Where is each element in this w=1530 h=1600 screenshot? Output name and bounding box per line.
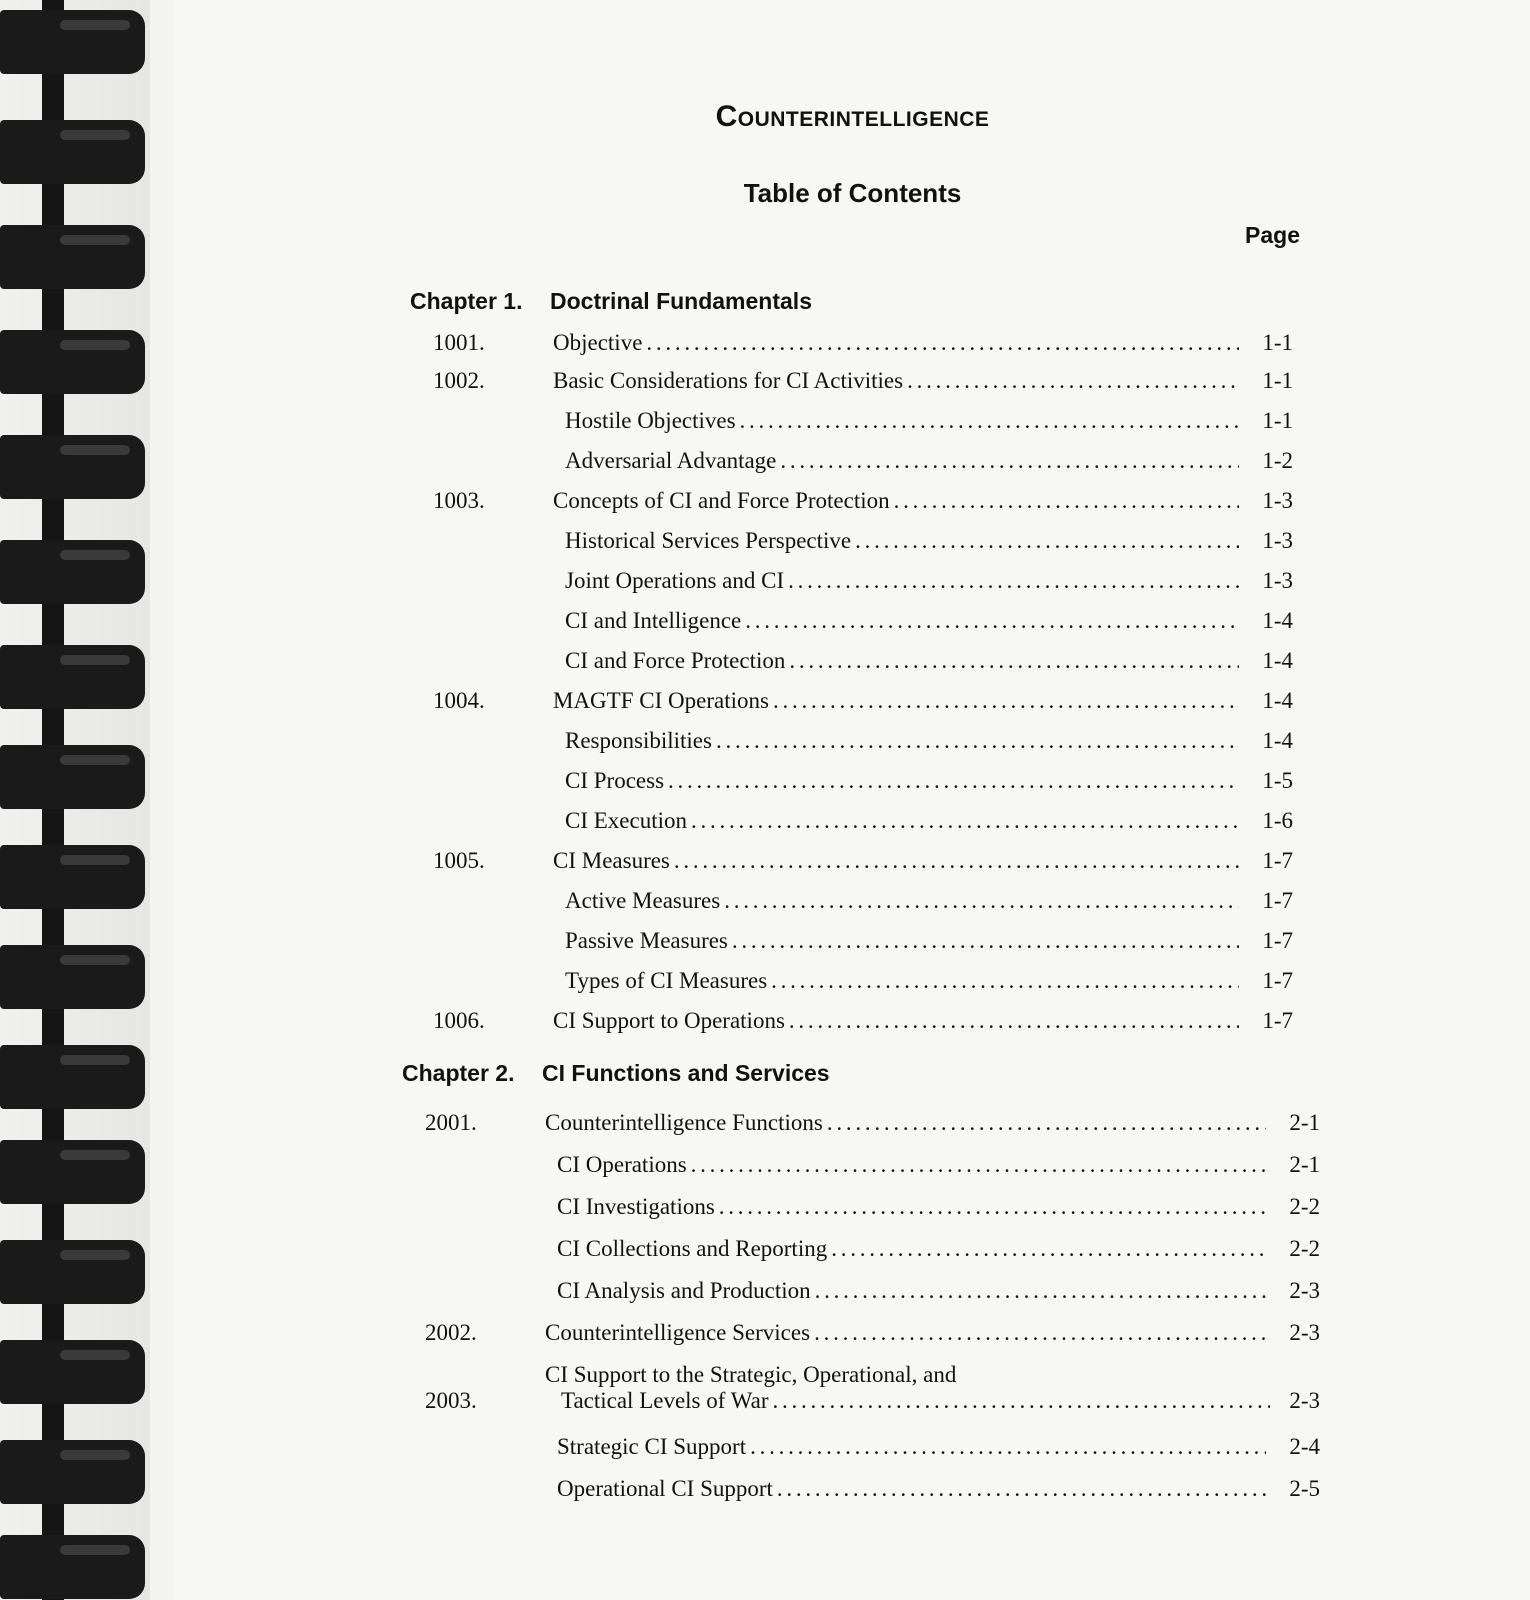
entry-title-wrap — [553, 728, 1243, 754]
toc-entry — [433, 488, 1293, 514]
chapter-title: CI Functions and Services — [542, 1060, 830, 1086]
entry-title-wrap — [545, 1236, 1270, 1262]
page-number: 1-1 — [1262, 368, 1293, 393]
page-number: 2-2 — [1289, 1236, 1320, 1261]
binding-coil — [0, 945, 145, 1009]
toc-entry — [433, 968, 1293, 994]
section-number: 1001. — [433, 330, 485, 355]
entry-title: Responsibilities — [565, 728, 712, 753]
page-number: 1-3 — [1262, 528, 1293, 553]
page-number: 1-1 — [1262, 408, 1293, 433]
chapter-heading-2 — [402, 1060, 1302, 1087]
entry-title: Joint Operations and CI — [565, 568, 785, 593]
page-number: 2-1 — [1289, 1110, 1320, 1135]
entry-title: CI Collections and Reporting — [557, 1236, 828, 1261]
page-number: 1-2 — [1262, 448, 1293, 473]
binding-coil — [0, 435, 145, 499]
chapter-heading-1 — [410, 288, 1310, 315]
dot-leader — [907, 368, 1239, 394]
dot-leader — [780, 448, 1239, 474]
toc-entry — [425, 1278, 1320, 1304]
dot-leader — [894, 488, 1239, 514]
entry-title: Adversarial Advantage — [565, 448, 777, 473]
entry-title: Counterintelligence Services — [545, 1320, 811, 1345]
toc-entry — [433, 330, 1293, 356]
entry-title-wrap — [553, 608, 1243, 634]
binding-coil — [0, 1440, 145, 1504]
entry-title-wrap — [545, 1434, 1270, 1460]
toc-entry — [425, 1434, 1320, 1460]
dot-leader — [716, 728, 1239, 754]
dot-leader — [740, 408, 1239, 434]
toc-entry — [433, 608, 1293, 634]
dot-leader — [750, 1434, 1266, 1460]
binding-coil — [0, 120, 145, 184]
entry-title-block — [545, 1362, 1270, 1414]
entry-title: Types of CI Measures — [565, 968, 768, 993]
toc-entry — [433, 928, 1293, 954]
toc-entry — [433, 688, 1293, 714]
entry-title-wrap — [553, 888, 1243, 914]
entry-title-wrap — [553, 368, 1243, 394]
entry-title: Concepts of CI and Force Protection — [553, 488, 890, 513]
dot-leader — [724, 888, 1239, 914]
entry-title-wrap — [545, 1362, 1270, 1414]
entry-title: Basic Considerations for CI Activities — [553, 368, 904, 393]
toc-entry — [433, 568, 1293, 594]
page-number: 1-4 — [1262, 608, 1293, 633]
page-number: 1-7 — [1262, 888, 1293, 913]
page-number: 2-3 — [1289, 1278, 1320, 1303]
document-title: Counterintelligence — [715, 100, 990, 133]
entry-title: Strategic CI Support — [557, 1434, 747, 1459]
dot-leader — [814, 1320, 1266, 1346]
entry-title: Operational CI Support — [557, 1476, 773, 1501]
dot-leader — [771, 968, 1239, 994]
entry-title-wrap — [545, 1194, 1270, 1220]
entry-title: CI and Force Protection — [565, 648, 786, 673]
page-number: 1-4 — [1262, 648, 1293, 673]
toc-entry — [433, 728, 1293, 754]
section-number: 2003. — [425, 1388, 477, 1413]
page-number: 1-4 — [1262, 688, 1293, 713]
entry-title: CI Process — [565, 768, 665, 793]
entry-title-wrap — [553, 848, 1243, 874]
page-number: 1-5 — [1262, 768, 1293, 793]
page-number: 1-7 — [1262, 848, 1293, 873]
page-number: 2-4 — [1289, 1434, 1320, 1459]
entry-title-wrap — [553, 1008, 1243, 1034]
entry-title-wrap — [545, 1278, 1270, 1304]
page-number: 1-4 — [1262, 728, 1293, 753]
toc-entry — [425, 1152, 1320, 1178]
dot-leader — [773, 688, 1239, 714]
dot-leader — [745, 608, 1239, 634]
page-number: 1-6 — [1262, 808, 1293, 833]
page-number: 1-1 — [1262, 330, 1293, 355]
entry-title-wrap — [553, 648, 1243, 674]
toc-entry — [425, 1362, 1320, 1414]
page-number: 1-7 — [1262, 968, 1293, 993]
page-number: 1-3 — [1262, 488, 1293, 513]
toc-entry — [433, 808, 1293, 834]
entry-title-wrap — [553, 808, 1243, 834]
dot-leader — [668, 768, 1239, 794]
page-number: 1-7 — [1262, 1008, 1293, 1033]
toc-entry — [425, 1476, 1320, 1502]
binding-coil — [0, 1045, 145, 1109]
dot-leader — [827, 1110, 1266, 1136]
dot-leader — [772, 1388, 1270, 1414]
entry-title-wrap — [553, 528, 1243, 554]
toc-entry — [425, 1320, 1320, 1346]
entry-title-continued: Tactical Levels of War — [561, 1388, 769, 1413]
entry-title: Counterintelligence Functions — [545, 1110, 823, 1135]
page-number: 2-1 — [1289, 1152, 1320, 1177]
page-number: 2-5 — [1289, 1476, 1320, 1501]
page-column-header: Page — [1245, 222, 1300, 248]
binding-coil — [0, 1140, 145, 1204]
entry-title-line2 — [545, 1388, 1270, 1414]
toc-entry — [433, 368, 1293, 394]
chapter-title: Doctrinal Fundamentals — [550, 288, 812, 314]
entry-title-wrap — [553, 968, 1243, 994]
dot-leader — [719, 1194, 1266, 1220]
binding-coil — [0, 1340, 145, 1404]
binding-coil — [0, 745, 145, 809]
binding-coil — [0, 1535, 145, 1599]
page-number: 2-2 — [1289, 1194, 1320, 1219]
entry-title: Passive Measures — [565, 928, 728, 953]
entry-title-wrap — [545, 1110, 1270, 1136]
dot-leader — [674, 848, 1239, 874]
section-number: 1005. — [433, 848, 485, 873]
binding-coil — [0, 540, 145, 604]
entry-title: CI Measures — [553, 848, 670, 873]
toc-entry — [433, 528, 1293, 554]
toc-entry — [425, 1236, 1320, 1262]
entry-title-wrap — [553, 768, 1243, 794]
toc-entry — [433, 1008, 1293, 1034]
toc-entry — [433, 848, 1293, 874]
page-number: 1-3 — [1262, 568, 1293, 593]
toc-entry — [425, 1110, 1320, 1136]
entry-title: CI and Intelligence — [565, 608, 742, 633]
entry-title: MAGTF CI Operations — [553, 688, 769, 713]
binding-coil — [0, 845, 145, 909]
document-page — [175, 0, 1530, 1600]
binding-coil — [0, 645, 145, 709]
toc-entry — [433, 768, 1293, 794]
dot-leader — [788, 568, 1239, 594]
section-number: 1002. — [433, 368, 485, 393]
section-number: 2002. — [425, 1320, 477, 1345]
dot-leader — [691, 1152, 1266, 1178]
section-number: 2001. — [425, 1110, 477, 1135]
dot-leader — [789, 648, 1239, 674]
entry-title-wrap — [553, 928, 1243, 954]
entry-title: Hostile Objectives — [565, 408, 736, 433]
entry-title: CI Operations — [557, 1152, 687, 1177]
page-number: 2-3 — [1289, 1388, 1320, 1413]
entry-title: CI Support to Operations — [553, 1008, 785, 1033]
chapter-label: Chapter 1. — [410, 288, 523, 314]
entry-title: CI Execution — [565, 808, 687, 833]
toc-entry — [433, 408, 1293, 434]
binding-coil — [0, 10, 145, 74]
page-number: 2-3 — [1289, 1320, 1320, 1345]
entry-title: Active Measures — [565, 888, 721, 913]
binding-coil — [0, 330, 145, 394]
section-number: 1004. — [433, 688, 485, 713]
toc-entry — [433, 888, 1293, 914]
entry-title-wrap — [553, 330, 1243, 356]
chapter-label: Chapter 2. — [402, 1060, 515, 1086]
dot-leader — [691, 808, 1239, 834]
entry-title-wrap — [553, 448, 1243, 474]
dot-leader — [855, 528, 1239, 554]
entry-title: Objective — [553, 330, 643, 355]
spiral-binding — [0, 0, 150, 1600]
entry-title-wrap — [553, 688, 1243, 714]
entry-title-wrap — [545, 1152, 1270, 1178]
entry-title-wrap — [553, 408, 1243, 434]
page-number: 1-7 — [1262, 928, 1293, 953]
dot-leader — [831, 1236, 1266, 1262]
dot-leader — [646, 330, 1239, 356]
entry-title: Historical Services Perspective — [565, 528, 852, 553]
dot-leader — [789, 1008, 1239, 1034]
binding-coil — [0, 1240, 145, 1304]
dot-leader — [815, 1278, 1266, 1304]
toc-entry — [433, 648, 1293, 674]
entry-title: CI Support to the Strategic, Operational, and — [545, 1362, 957, 1387]
binding-coil — [0, 225, 145, 289]
section-number: 1003. — [433, 488, 485, 513]
dot-leader — [732, 928, 1239, 954]
entry-title: CI Analysis and Production — [557, 1278, 811, 1303]
entry-title-wrap — [545, 1476, 1270, 1502]
entry-title: CI Investigations — [557, 1194, 715, 1219]
dot-leader — [777, 1476, 1266, 1502]
entry-title-wrap — [553, 568, 1243, 594]
toc-heading: Table of Contents — [743, 178, 962, 208]
toc-entry — [433, 448, 1293, 474]
toc-entry — [425, 1194, 1320, 1220]
entry-title-wrap — [553, 488, 1243, 514]
entry-title-wrap — [545, 1320, 1270, 1346]
section-number: 1006. — [433, 1008, 485, 1033]
